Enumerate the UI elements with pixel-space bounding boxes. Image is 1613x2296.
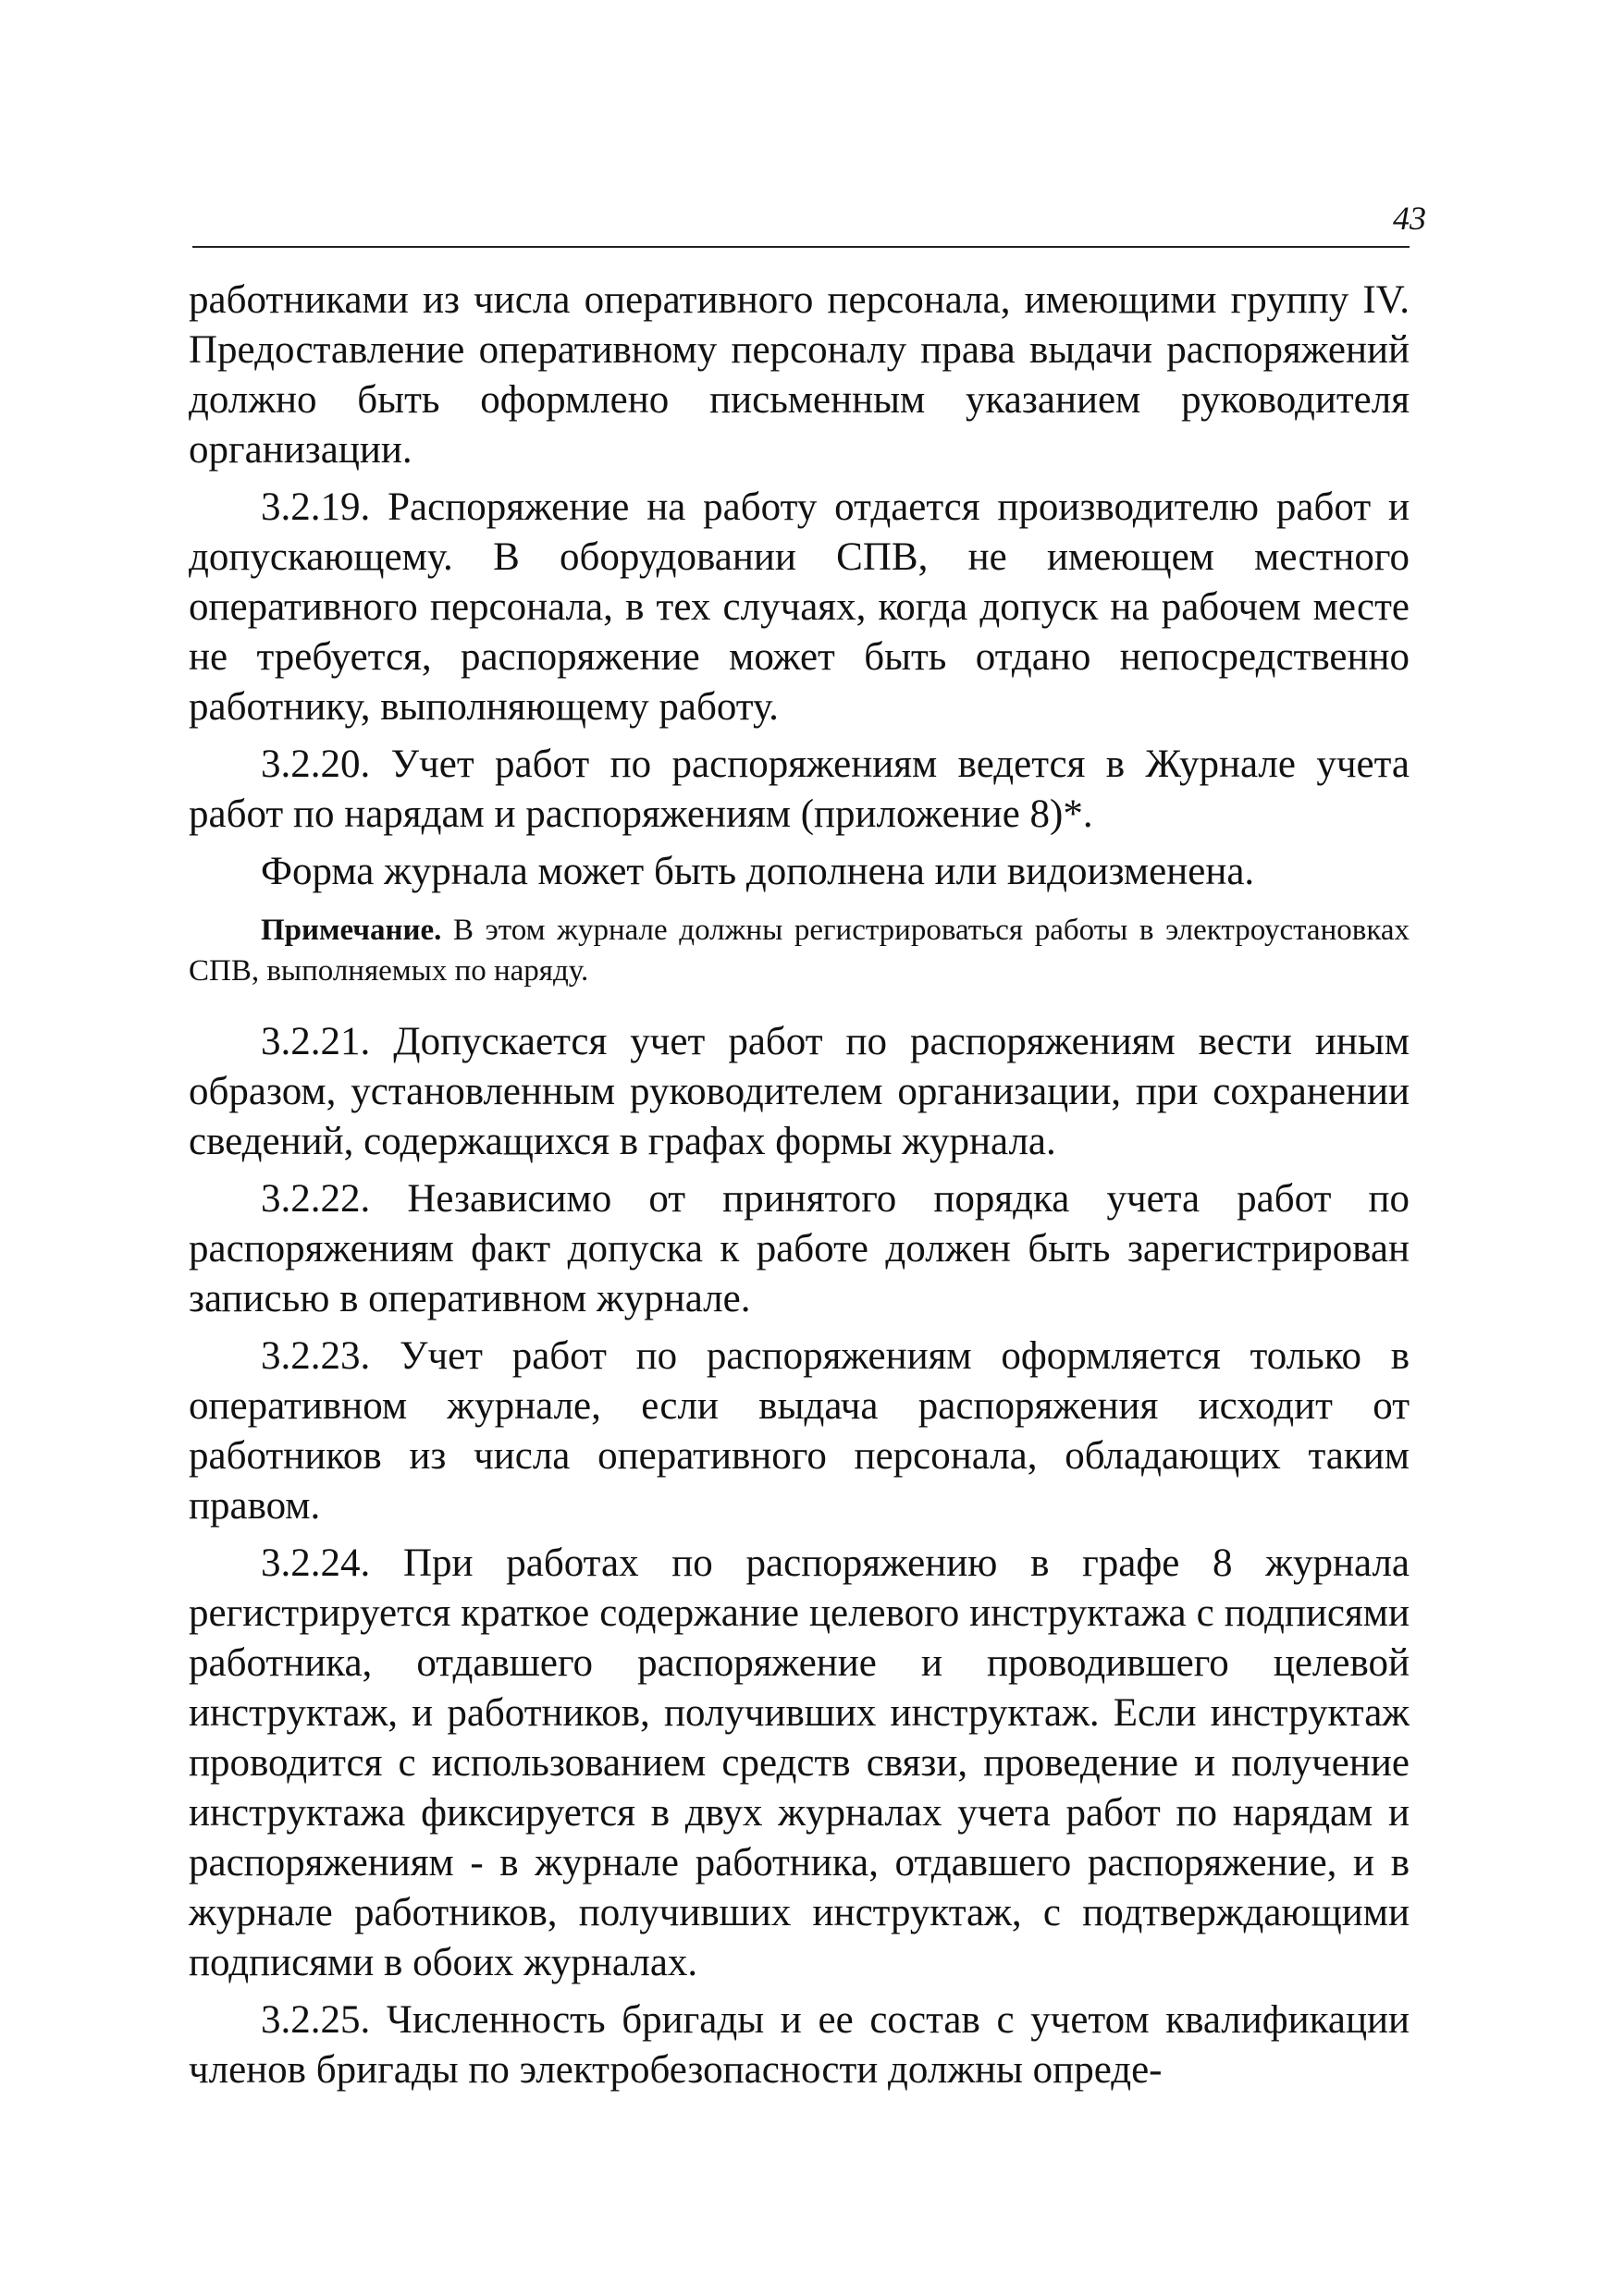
paragraph-continuation: работниками из числа оперативного персонала, имеющими группу IV. Предоставление оперативному персоналу права выдачи распоряжений должно быть оформлено письменным указанием руководителя организации. [189, 278, 1410, 472]
paragraph-3-2-21: 3.2.21. Допускается учет работ по распоряжениям вести иным образом, установленным руководителем организации, при сохранении сведений, содержащихся в графах формы журнала. [189, 1020, 1410, 1163]
paragraph-journal-form: Форма журнала может быть дополнена или видоизменена. [261, 850, 1255, 893]
page-number: 43 [1393, 200, 1426, 237]
note-label: Примечание. [261, 914, 442, 947]
paragraph-3-2-19: 3.2.19. Распоряжение на работу отдается производителю работ и допускающему. В оборудовании СПВ, не имеющем местного оперативного персонала, в тех случаях, когда допуск на рабочем месте не требуется, распоряжение может быть отдано непосредственно работнику, выполняющему работу. [189, 485, 1410, 729]
paragraph-3-2-20: 3.2.20. Учет работ по распоряжениям ведется в Журнале учета работ по нарядам и распоряжениям (приложение 8)*. [189, 743, 1410, 836]
paragraph-3-2-24: 3.2.24. При работах по распоряжению в графе 8 журнала регистрируется краткое содержание целевого инструктажа с подписями работника, отдавшего распоряжение и проводившего целевой инструктаж, и работников, получивших инструктаж. Если инструктаж проводится с использованием средств связи, проведение и получение инструктажа фиксируется в двух журналах учета работ по нарядам и распоряжениям - в журнале работника, отдавшего распоряжение, и в журнале работников, получивших инструктаж, с подтверждающими подписями в обоих журналах. [189, 1541, 1410, 1984]
body-text [189, 276, 1410, 2103]
paragraph-3-2-23: 3.2.23. Учет работ по распоряжениям оформляется только в оперативном журнале, если выдача распоряжения исходит от работников из числа оперативного персонала, обладающих таким правом. [189, 1334, 1410, 1528]
header-rule [192, 246, 1410, 248]
note [189, 910, 1410, 991]
paragraph-3-2-25: 3.2.25. Численность бригады и ее состав с учетом квалификации членов бригады по электробезопасности должны опреде- [189, 1998, 1410, 2092]
paragraph-3-2-22: 3.2.22. Независимо от принятого порядка учета работ по распоряжениям факт допуска к работе должен быть зарегистрирован записью в оперативном журнале. [189, 1177, 1410, 1320]
note-text: В этом журнале должны регистрироваться работы в электроустановках СПВ, выполняемых по наряду. [189, 914, 1410, 988]
